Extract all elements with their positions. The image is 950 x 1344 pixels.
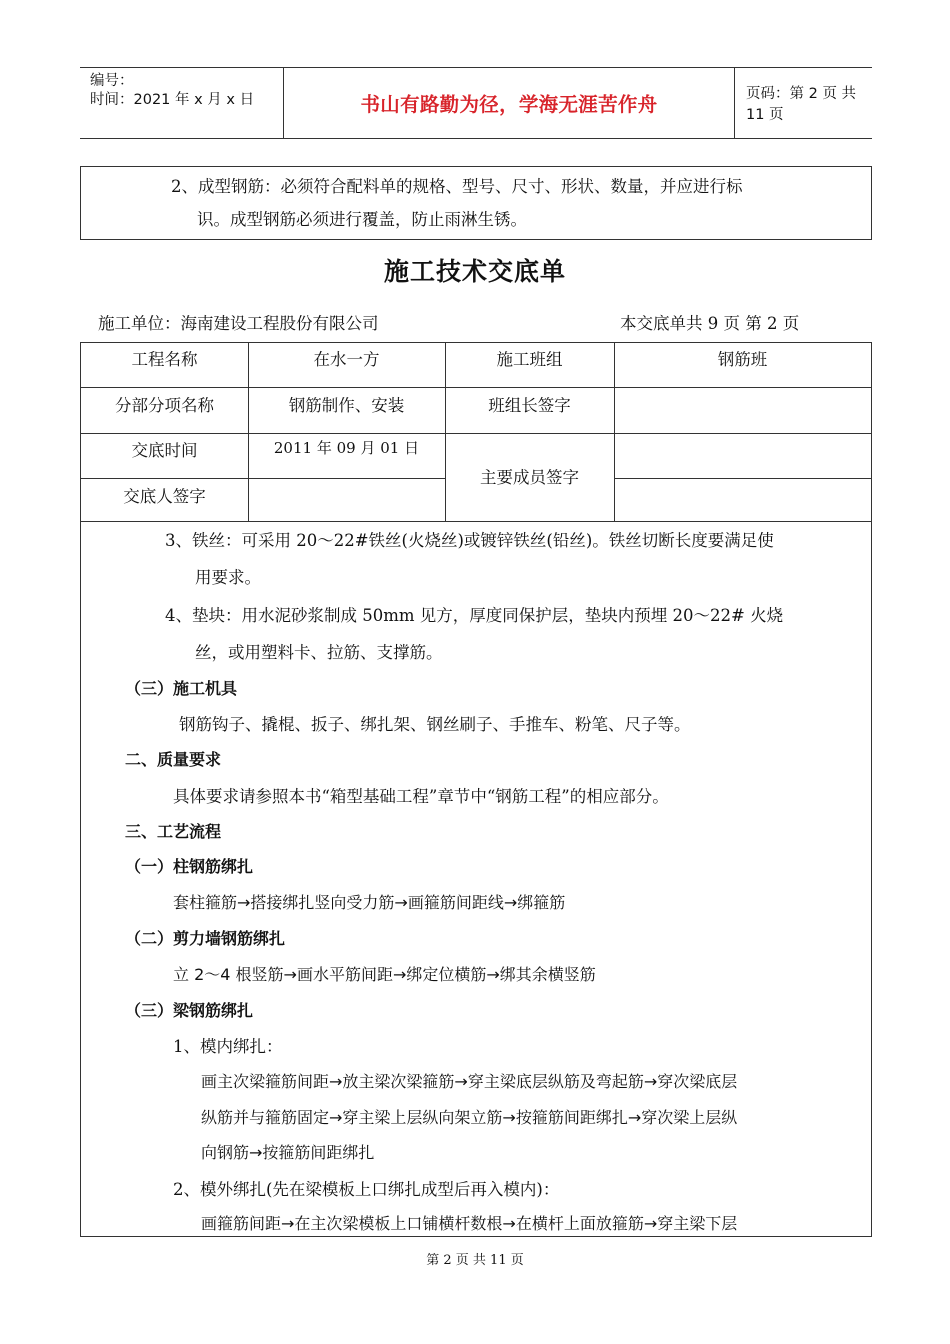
item3-line1: 3、铁丝：可采用 20～22#铁丝(火烧丝)或镀锌铁丝(铅丝)。铁丝切断长度要满足使 bbox=[165, 531, 774, 550]
prev-line-1: 2、成型钢筋：必须符合配料单的规格、型号、尺寸、形状、数量，并应进行标 bbox=[171, 177, 743, 196]
item4-line1: 4、垫块：用水泥砂浆制成 50mm 见方，厚度同保护层，垫块内预埋 20～22# 火烧 bbox=[165, 606, 784, 625]
row-divider bbox=[81, 478, 445, 479]
leader-sign-label: 班组长签字 bbox=[488, 396, 571, 415]
heading-process: 三、工艺流程 bbox=[125, 822, 222, 841]
page-footer: 第 2 页 共 11 页 bbox=[426, 1253, 524, 1268]
motto: 书山有路勤为径，学海无涯苦作舟 bbox=[360, 93, 658, 116]
presenter-sign-label: 交底人签字 bbox=[123, 487, 206, 506]
team-label: 施工班组 bbox=[496, 350, 563, 369]
project-name-value: 在水一方 bbox=[313, 350, 380, 369]
header-motto-cell bbox=[284, 68, 735, 138]
tools-text: 钢筋钩子、撬棍、扳子、绑扎架、钢丝刷子、手推车、粉笔、尺子等。 bbox=[179, 715, 691, 734]
beam-in-heading: 1、模内绑扎： bbox=[173, 1037, 283, 1056]
page-header bbox=[80, 67, 872, 139]
item3-line2: 用要求。 bbox=[195, 568, 261, 587]
project-name-label: 工程名称 bbox=[131, 350, 198, 369]
row-divider bbox=[81, 433, 871, 434]
info-table bbox=[80, 342, 872, 522]
heading-wall: （二）剪力墙钢筋绑扎 bbox=[125, 929, 286, 948]
row-divider bbox=[614, 478, 871, 479]
members-sign-label: 主要成员签字 bbox=[480, 468, 579, 487]
heading-quality: 二、质量要求 bbox=[125, 750, 222, 769]
quality-text: 具体要求请参照本书“箱型基础工程”章节中“钢筋工程”的相应部分。 bbox=[173, 787, 669, 806]
sub-project-label: 分部分项名称 bbox=[115, 396, 214, 415]
column-text: 套柱箍筋→搭接绑扎竖向受力筋→画箍筋间距线→绑箍筋 bbox=[173, 893, 566, 912]
prev-line-2: 识。成型钢筋必须进行覆盖，防止雨淋生锈。 bbox=[197, 210, 527, 229]
time-label: 时间：2021 年 x 月 x 日 bbox=[90, 92, 255, 108]
time-label: 交底时间 bbox=[131, 441, 198, 460]
header-meta bbox=[80, 68, 284, 138]
header-page-label: 页码：第 2 页 共 11 页 bbox=[746, 86, 857, 123]
team-value: 钢筋班 bbox=[717, 350, 768, 369]
wall-text: 立 2～4 根竖筋→画水平筋间距→绑定位横筋→绑其余横竖筋 bbox=[173, 965, 596, 984]
heading-column: （一）柱钢筋绑扎 bbox=[125, 857, 254, 876]
number-label: 编号： bbox=[90, 73, 134, 89]
document-title: 施工技术交底单 bbox=[383, 257, 566, 286]
time-value: 2011 年 09 月 01 日 bbox=[273, 439, 420, 457]
heading-beam: （三）梁钢筋绑扎 bbox=[125, 1001, 254, 1020]
heading-tools: （三）施工机具 bbox=[125, 679, 238, 698]
sheet-page-count: 本交底单共 9 页 第 2 页 bbox=[620, 314, 800, 333]
beam-in-line3: 向钢筋→按箍筋间距绑扎 bbox=[201, 1143, 375, 1162]
beam-out-heading: 2、模外绑扎(先在梁模板上口绑扎成型后再入模内)： bbox=[173, 1180, 560, 1199]
body-content bbox=[80, 521, 872, 1237]
beam-in-line2: 纵筋并与箍筋固定→穿主梁上层纵向架立筋→按箍筋间距绑扎→穿次梁上层纵 bbox=[201, 1108, 738, 1127]
row-divider bbox=[81, 387, 871, 388]
previous-section-box bbox=[80, 166, 872, 240]
beam-out-line1: 画箍筋间距→在主次梁模板上口铺横杆数根→在横杆上面放箍筋→穿主梁下层 bbox=[201, 1214, 738, 1233]
construction-unit: 施工单位：海南建设工程股份有限公司 bbox=[98, 314, 379, 333]
beam-in-line1: 画主次梁箍筋间距→放主梁次梁箍筋→穿主梁底层纵筋及弯起筋→穿次梁底层 bbox=[201, 1072, 738, 1091]
sub-project-value: 钢筋制作、安装 bbox=[288, 396, 405, 415]
item4-line2: 丝，或用塑料卡、拉筋、支撑筋。 bbox=[195, 643, 443, 662]
